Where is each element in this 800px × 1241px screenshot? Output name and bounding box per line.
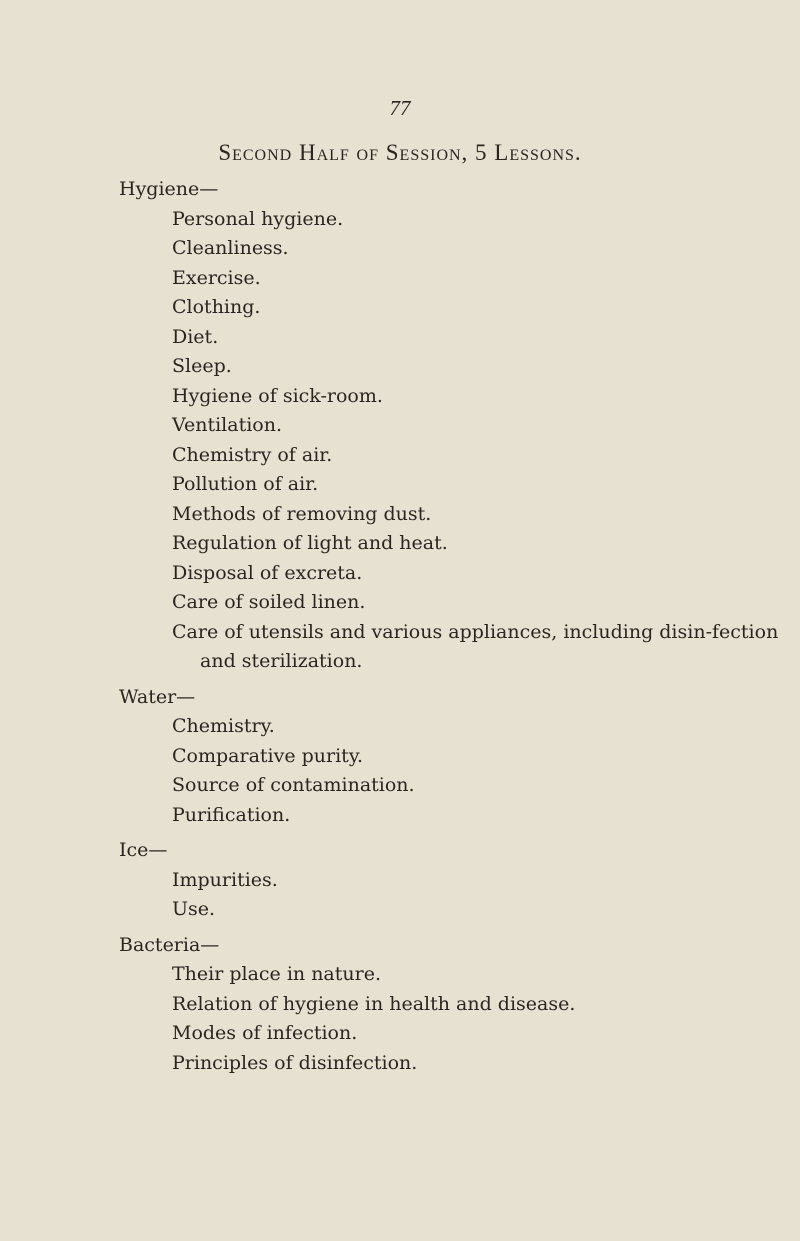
section-title: Bacteria— (119, 933, 220, 956)
list-item: Modes of infection. (172, 1022, 358, 1044)
list-item: Purification. (172, 803, 291, 826)
list-item: Impurities. (172, 868, 278, 891)
list-item: Sleep. (172, 355, 232, 377)
list-item: Care of soiled linen. (172, 591, 366, 613)
section-title: Hygiene— (119, 178, 219, 200)
list-item: Personal hygiene. (172, 207, 344, 230)
item-list (119, 205, 789, 677)
page-heading: Second Half of Session, 5 Lessons. (218, 140, 582, 165)
list-item: Chemistry of air. (172, 443, 333, 466)
item-list (119, 866, 789, 925)
list-item: Relation of hygiene in health and disease. (172, 992, 576, 1015)
list-item: Regulation of light and heat. (172, 532, 448, 554)
list-item: Comparative purity. (172, 744, 364, 767)
list-item: Ventilation. (172, 414, 283, 436)
list-item: Care of utensils and various appliances, including disin-fection and sterilization. (172, 620, 779, 672)
page-number: 77 (389, 96, 411, 120)
list-item: Clothing. (172, 296, 261, 318)
item-list (119, 712, 789, 830)
list-item: Use. (172, 898, 216, 920)
list-item: Disposal of excreta. (172, 561, 363, 584)
item-list (119, 960, 789, 1078)
list-item: Their place in nature. (172, 963, 381, 985)
list-item: Exercise. (172, 266, 261, 289)
section-water (119, 683, 789, 831)
section-title: Ice— (119, 839, 168, 861)
section-hygiene (119, 175, 789, 677)
list-item: Cleanliness. (172, 237, 289, 259)
list-item: Diet. (172, 325, 219, 348)
syllabus-content (119, 175, 789, 1084)
list-item: Principles of disinfection. (172, 1051, 418, 1074)
list-item: Pollution of air. (172, 473, 319, 495)
list-item: Source of contamination. (172, 774, 415, 796)
list-item: Hygiene of sick-room. (172, 384, 383, 407)
list-item: Chemistry. (172, 715, 275, 737)
section-bacteria (119, 931, 789, 1079)
list-item: Methods of removing dust. (172, 502, 432, 525)
section-title: Water— (119, 685, 196, 708)
section-ice (119, 836, 789, 925)
